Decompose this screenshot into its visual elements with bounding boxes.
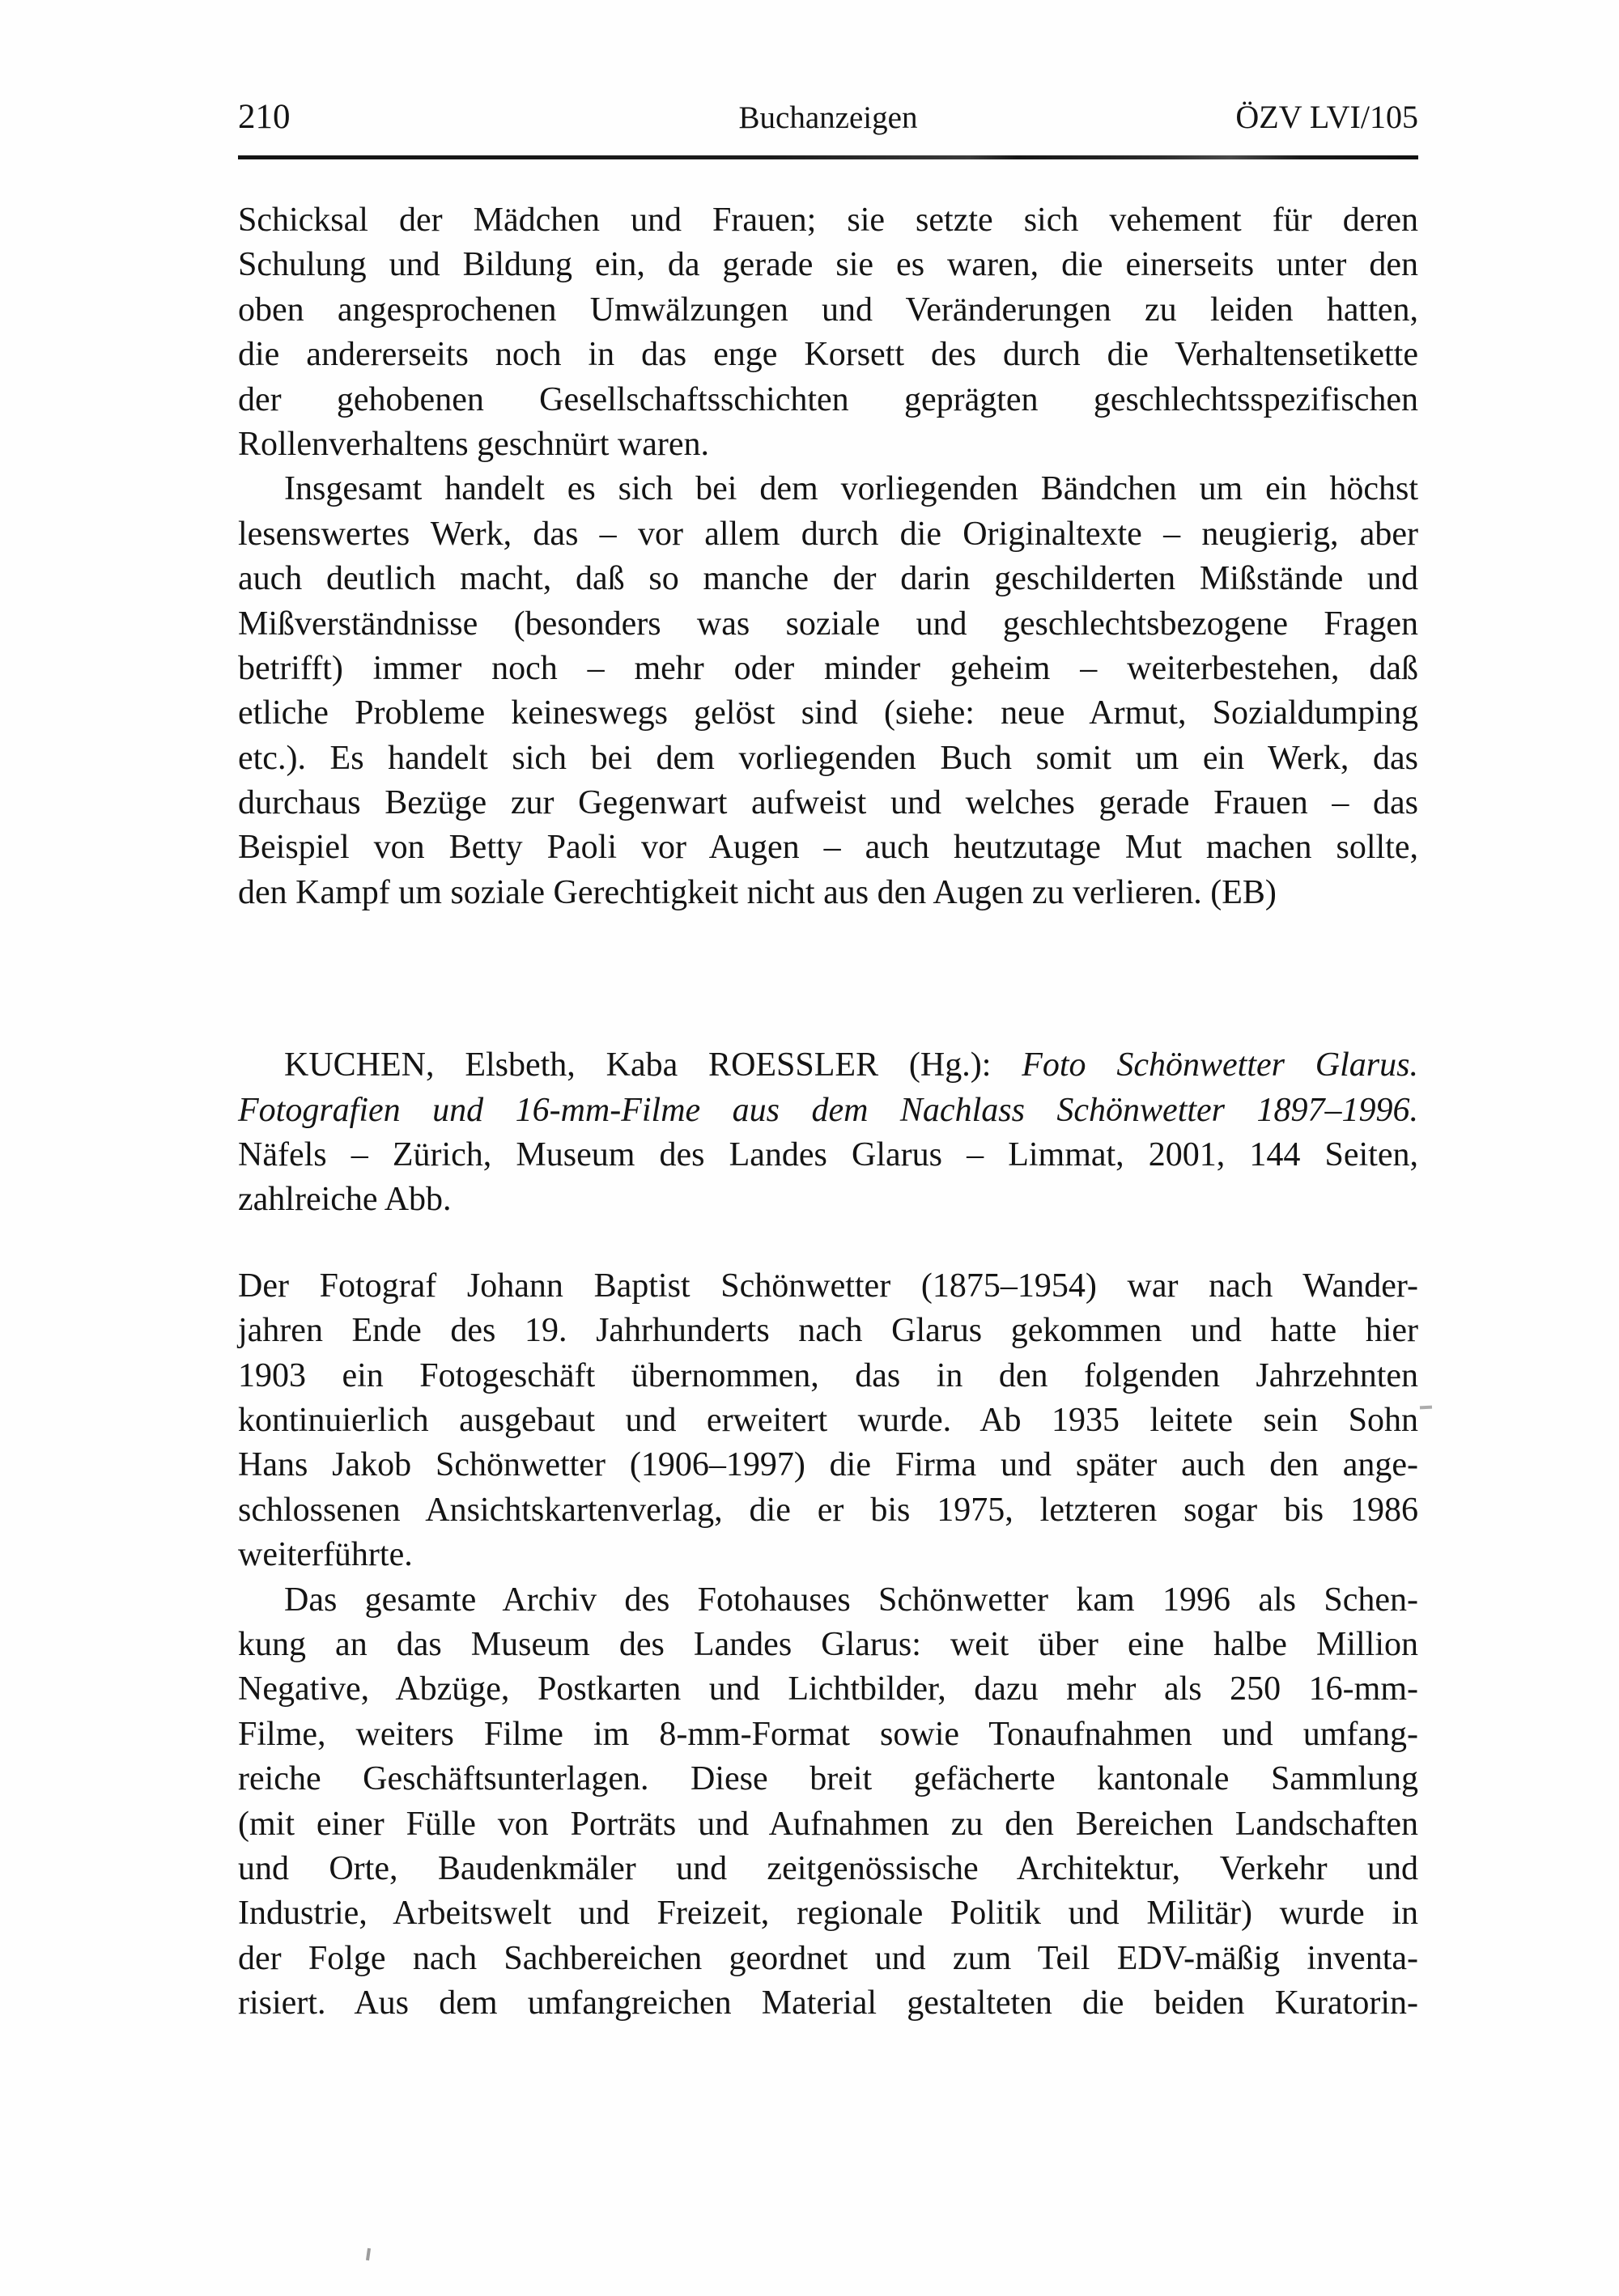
text-segment: 1903 ein Fotogeschäft übernommen, das in den folgenden Jahrzehnten [238, 1356, 1418, 1394]
text-line [238, 1488, 1418, 1533]
text-segment: Insgesamt handelt es sich bei dem vorliegenden Bändchen um ein höchst [284, 470, 1418, 508]
text-line [238, 602, 1418, 647]
text-segment: KUCHEN, Elsbeth, Kaba ROESSLER (Hg.): [284, 1046, 1022, 1084]
text-line [238, 1354, 1418, 1398]
page-number: 210 [238, 98, 291, 136]
text-line [238, 1089, 1418, 1133]
text-line [238, 647, 1418, 691]
running-header [238, 99, 1418, 137]
italic-text-segment: Fotografien und 16-mm-Filme aus dem Nachlass Schönwetter 1897–1996. [238, 1091, 1418, 1129]
text-segment: auch deutlich macht, daß so manche der darin geschilderten Mißstände und [238, 560, 1418, 598]
text-segment: jahren Ende des 19. Jahrhunderts nach Glarus gekommen und hatte hier [238, 1312, 1418, 1350]
text-line [238, 1757, 1418, 1802]
text-segment: risiert. Aus dem umfangreichen Material gestalteten die beiden Kuratorin- [238, 1984, 1418, 2022]
journal-volume-reference: ÖZV LVI/105 [1235, 99, 1418, 135]
text-segment: und Orte, Baudenkmäler und zeitgenössische Architektur, Verkehr und [238, 1849, 1418, 1887]
text-line [238, 1981, 1418, 2026]
text-line [238, 1309, 1418, 1353]
review-betty-paoli-body [238, 198, 1418, 467]
text-segment: Schulung und Bildung ein, da gerade sie es waren, die einerseits unter den [238, 246, 1418, 284]
text-line [238, 825, 1418, 870]
text-line [238, 1043, 1418, 1088]
text-segment: den Kampf um soziale Gerechtigkeit nicht aus den Augen zu verlieren. (EB) [238, 873, 1277, 911]
text-line [238, 1712, 1418, 1757]
italic-text-segment: Foto Schönwetter Glarus. [1022, 1046, 1418, 1084]
text-segment: Das gesamte Archiv des Fotohauses Schönwetter kam 1996 als Schen- [284, 1581, 1418, 1619]
text-line [238, 1623, 1418, 1667]
text-segment: die andererseits noch in das enge Korsett des durch die Verhaltensetikette [238, 336, 1418, 374]
text-segment: Rollenverhaltens geschnürt waren. [238, 425, 709, 463]
text-segment: Filme, weiters Filme im 8-mm-Format sowie Tonaufnahmen und umfang- [238, 1715, 1418, 1753]
page-body [238, 198, 1418, 2026]
text-line [238, 288, 1418, 333]
text-segment: Hans Jakob Schönwetter (1906–1997) die Firma und später auch den ange- [238, 1446, 1418, 1484]
text-line [238, 1802, 1418, 1847]
text-segment: Industrie, Arbeitswelt und Freizeit, regionale Politik und Militär) wurde in [238, 1895, 1418, 1933]
text-line [238, 1133, 1418, 1178]
text-segment: der Folge nach Sachbereichen geordnet und zum Teil EDV-mäßig inventa- [238, 1939, 1418, 1977]
text-segment: etc.). Es handelt sich bei dem vorliegenden Buch somit um ein Werk, das [238, 739, 1418, 777]
text-segment: kung an das Museum des Landes Glarus: weit über eine halbe Million [238, 1625, 1418, 1663]
scan-artifact [366, 2248, 371, 2260]
header-rule [238, 155, 1418, 159]
text-segment: kontinuierlich ausgebaut und erweitert wurde. Ab 1935 leitete sein Sohn [238, 1401, 1418, 1439]
text-segment: oben angesprochenen Umwälzungen und Veränderungen zu leiden hatten, [238, 291, 1418, 329]
text-segment: (mit einer Fülle von Porträts und Aufnahmen zu den Bereichen Landschaften [238, 1805, 1418, 1843]
text-line [238, 467, 1418, 511]
text-line [238, 781, 1418, 825]
text-segment: durchaus Bezüge zur Gegenwart aufweist und welches gerade Frauen – das [238, 784, 1418, 822]
text-line [238, 1443, 1418, 1488]
text-line [238, 691, 1418, 736]
text-line [238, 736, 1418, 781]
text-segment: Näfels – Zürich, Museum des Landes Glarus – Limmat, 2001, 144 Seiten, [238, 1136, 1418, 1174]
section-title: Buchanzeigen [738, 100, 918, 135]
text-segment: Beispiel von Betty Paoli vor Augen – auch heutzutage Mut machen sollte, [238, 829, 1418, 867]
bibliographic-entry-schoenwetter [238, 1043, 1418, 1223]
text-line [238, 1578, 1418, 1623]
text-line [238, 1891, 1418, 1936]
text-segment: betrifft) immer noch – mehr oder minder geheim – weiterbestehen, daß [238, 649, 1418, 687]
text-segment: weiterführte. [238, 1536, 413, 1574]
text-line [238, 422, 1418, 467]
review-schoenwetter-para-1 [238, 1264, 1418, 1578]
review-betty-paoli-conclusion [238, 467, 1418, 915]
text-line [238, 1847, 1418, 1891]
text-segment: der gehobenen Gesellschaftsschichten geprägten geschlechtsspezifischen [238, 380, 1418, 418]
text-line [238, 1937, 1418, 1981]
text-line [238, 1178, 1418, 1222]
text-line [238, 378, 1418, 422]
text-segment: schlossenen Ansichtskartenverlag, die er bis 1975, letzteren sogar bis 1986 [238, 1491, 1418, 1529]
text-line [238, 557, 1418, 601]
text-line [238, 1667, 1418, 1712]
review-schoenwetter-para-2 [238, 1578, 1418, 2027]
text-segment: Schicksal der Mädchen und Frauen; sie setzte sich vehement für deren [238, 202, 1418, 239]
text-line [238, 1398, 1418, 1443]
text-segment: Mißverständnisse (besonders was soziale und geschlechtsbezogene Fragen [238, 605, 1418, 643]
text-line [238, 1264, 1418, 1309]
text-line [238, 243, 1418, 287]
text-segment: Der Fotograf Johann Baptist Schönwetter (1875–1954) war nach Wander- [238, 1267, 1418, 1305]
text-segment: reiche Geschäftsunterlagen. Diese breit gefächerte kantonale Sammlung [238, 1760, 1418, 1798]
text-segment: lesenswertes Werk, das – vor allem durch die Originaltexte – neugierig, aber [238, 515, 1418, 553]
scan-artifact [1420, 1406, 1432, 1410]
text-line [238, 333, 1418, 377]
text-line [238, 512, 1418, 557]
text-segment: zahlreiche Abb. [238, 1181, 452, 1219]
text-segment: Negative, Abzüge, Postkarten und Lichtbilder, dazu mehr als 250 16-mm- [238, 1670, 1418, 1708]
text-segment: etliche Probleme keineswegs gelöst sind (siehe: neue Armut, Sozialdumping [238, 694, 1418, 732]
text-line [238, 871, 1418, 915]
text-line [238, 198, 1418, 243]
text-line [238, 1533, 1418, 1577]
